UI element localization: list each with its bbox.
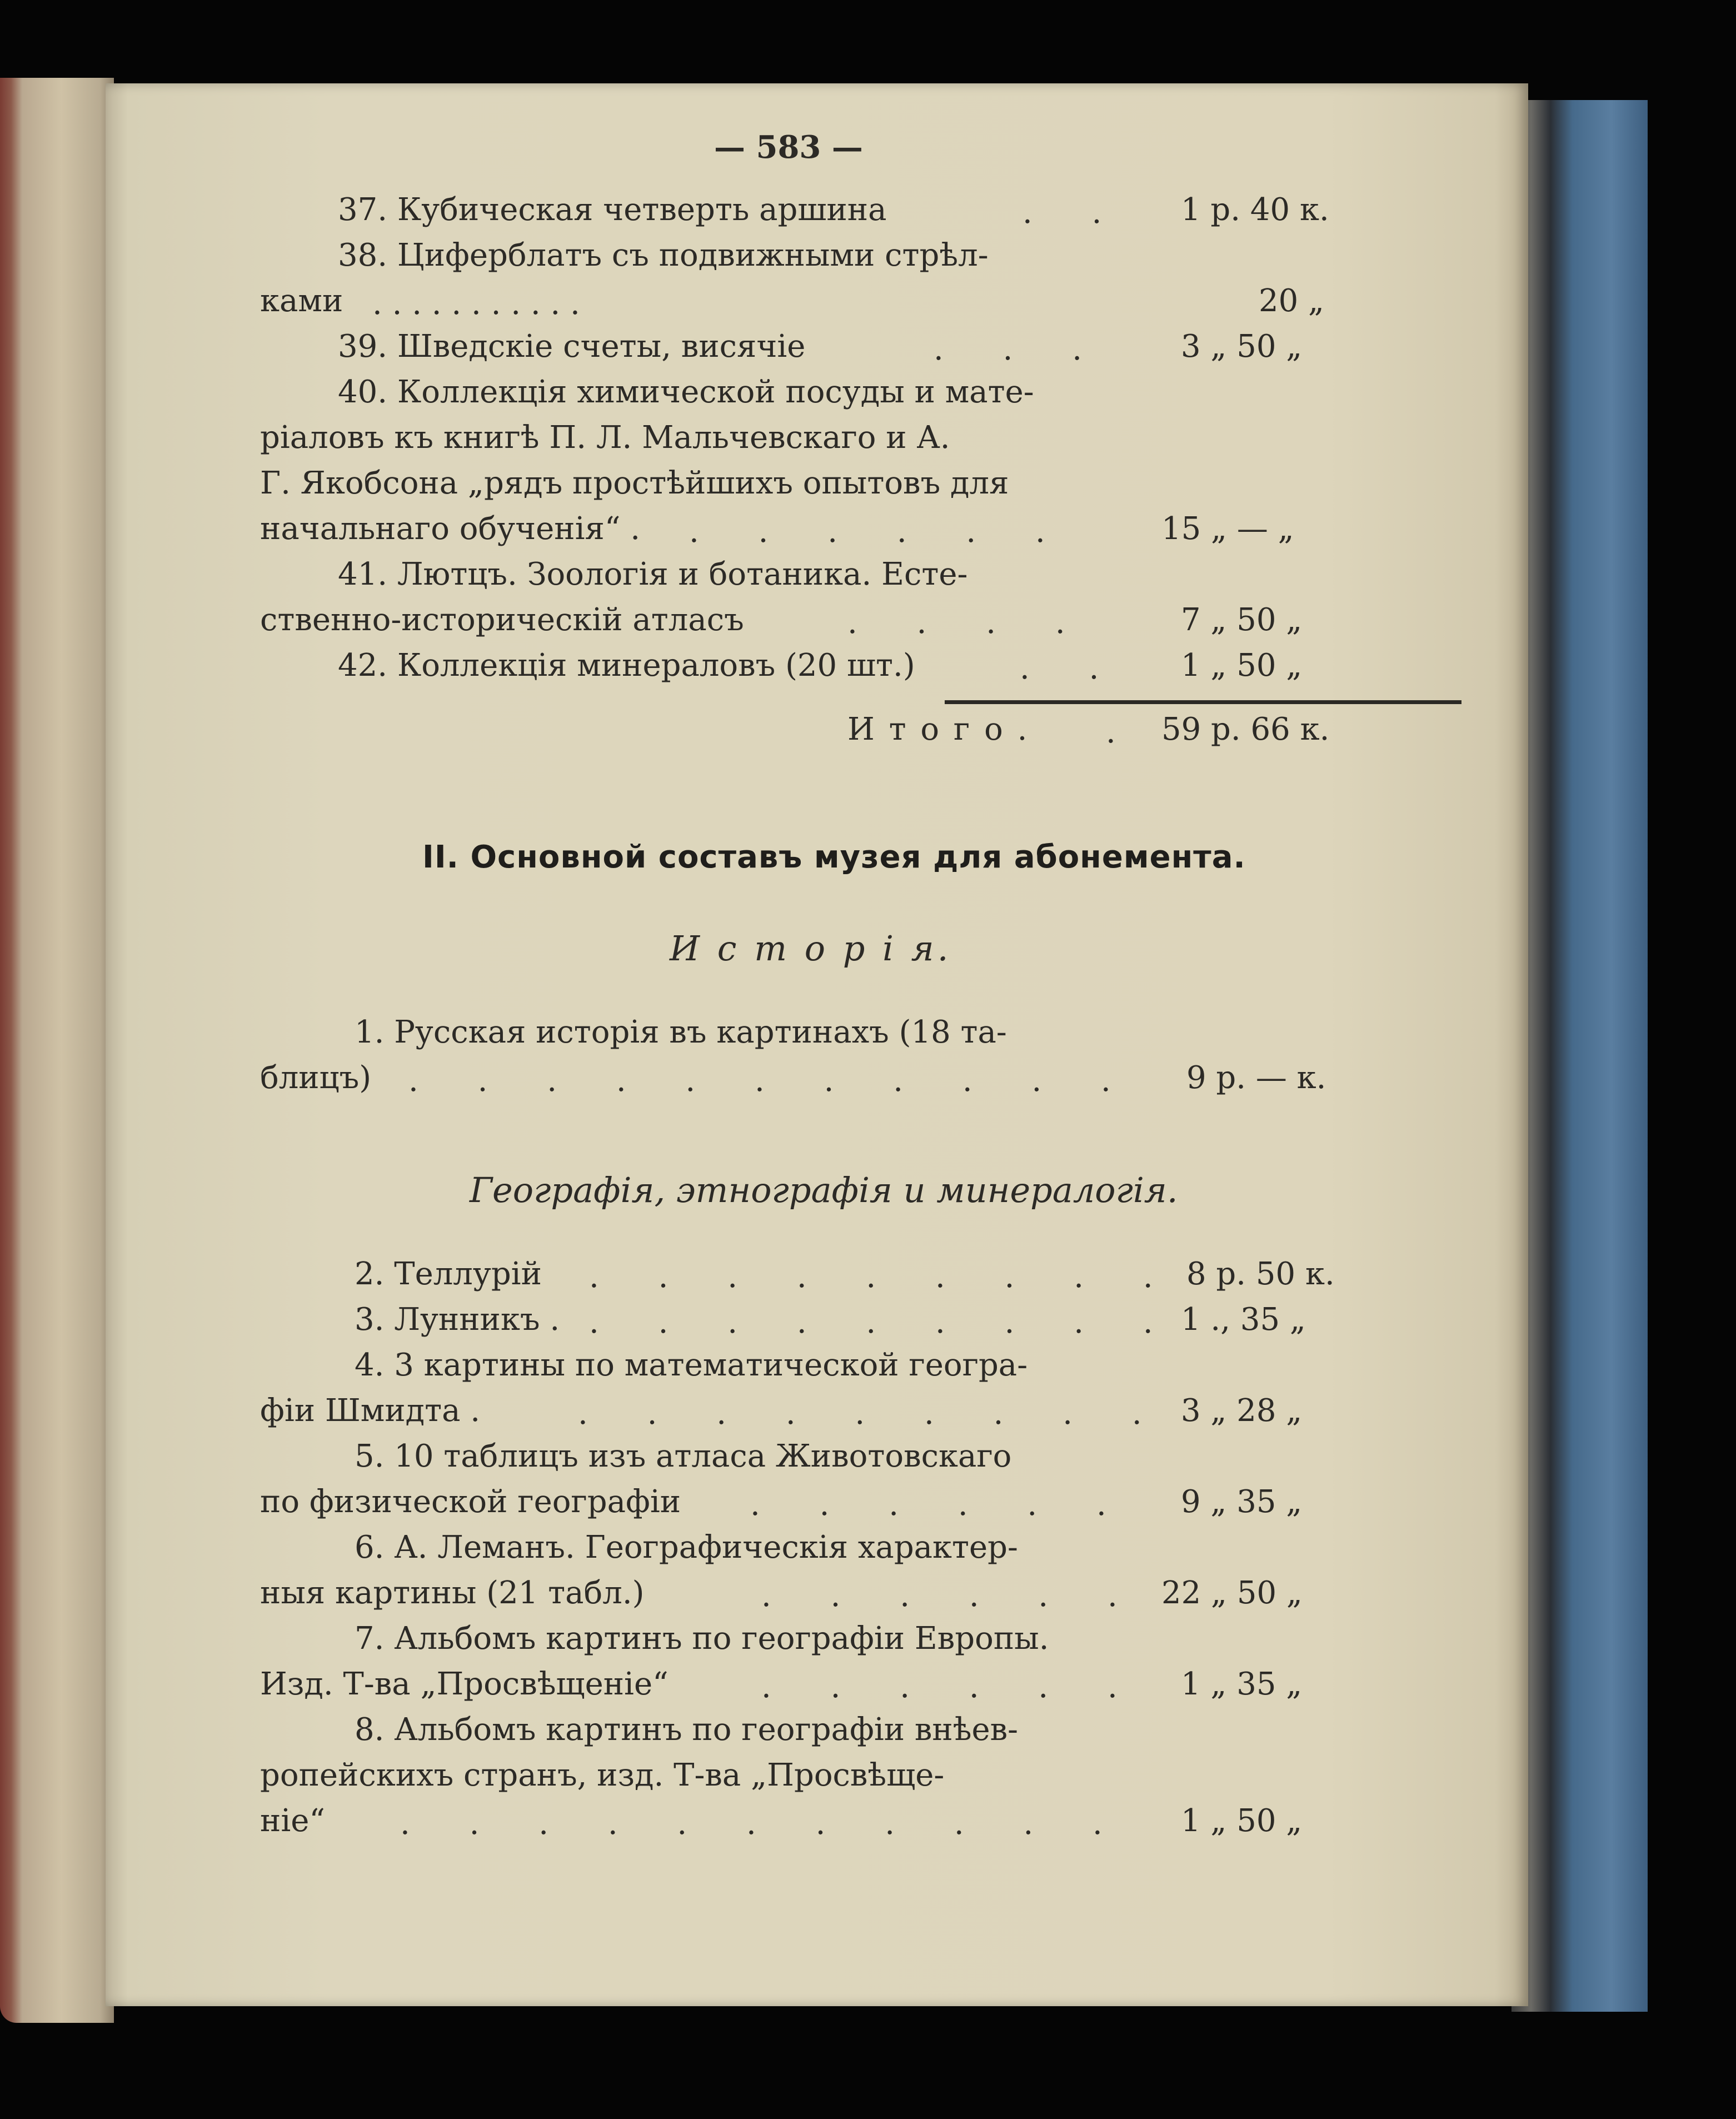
geo-item-7-text: 7. Альбомъ картинъ по географіи Европы. [355,1621,1049,1657]
geo-item-5-text-cont: по физической географіи [260,1484,681,1520]
item-37-price: 1 р. 40 к. [1181,192,1329,228]
item-42-price: 1 „ 50 „ [1181,647,1303,684]
item-41-price: 7 „ 50 „ [1181,602,1303,638]
item-40-text-cont: ріаловъ къ книгѣ П. Л. Мальчевскаго и А. [260,420,950,456]
leader-dots: . . . . . . . . . [589,1304,1153,1340]
geo-item-3-text: 3. Лунникъ . [355,1302,560,1338]
leader-dots: . . . . . . . . . . . [408,1063,1111,1099]
item-39-text: 39. Шведскіе счеты, висячіе [338,328,806,365]
geo-item-5-text: 5. 10 таблицъ изъ атласа Животовскаго [355,1438,1012,1474]
geo-item-8-text: 8. Альбомъ картинъ по географіи внѣев- [355,1712,1019,1748]
item-41-text: 41. Лютцъ. Зоологія и ботаника. Есте- [338,556,968,592]
item-38-text-cont: ками [260,283,343,319]
leader-dots: . . . [934,331,1082,367]
geo-item-2-price: 8 р. 50 к. [1186,1256,1335,1292]
history-item-1-price: 9 р. — к. [1186,1060,1326,1096]
leader-dots: . . . . . . . . . . . [372,286,580,322]
section-heading: II. Основной составъ музея для абонемента. [422,839,1246,875]
leader-dots: . . . . [847,605,1065,641]
leader-dots: . . . . . . [689,513,1045,550]
geo-item-6-price: 22 „ 50 „ [1161,1575,1303,1611]
geo-item-7-text-cont: Изд. Т-ва „Просвѣщеніе“ [260,1666,669,1702]
item-39-price: 3 „ 50 „ [1181,328,1303,365]
total-value: 59 р. 66 к. [1161,711,1330,747]
subheading-geography: Географія, этнографія и минералогія. [470,1170,1178,1210]
geo-item-8-text-cont: ропейскихъ странъ, изд. Т-ва „Просвѣще- [260,1757,945,1793]
leader-dots: . [1106,714,1116,750]
item-38-price: 20 „ [1259,283,1325,319]
geo-item-3-price: 1 ., 35 „ [1181,1302,1306,1338]
item-38-text: 38. Циферблатъ съ подвижными стрѣл- [338,237,989,273]
leader-dots: . . . . . . . . . . . [400,1806,1103,1842]
left-page-edge [0,78,114,2023]
leader-dots: . . . . . . [750,1487,1106,1523]
subheading-history: И с т о р і я. [670,928,952,969]
geo-item-4-text: 4. 3 картины по математической геогра- [355,1347,1028,1383]
item-41-text-cont: ственно-историческій атласъ [260,602,744,638]
item-40-price: 15 „ — „ [1161,511,1294,547]
geo-item-4-text-cont: фіи Шмидта . [260,1393,481,1429]
history-item-1-text-cont: блицъ) [260,1060,372,1096]
geo-item-7-price: 1 „ 35 „ [1181,1666,1303,1702]
leader-dots: . . . . . . . . . [578,1395,1142,1432]
item-42-text: 42. Коллекція минераловъ (20 шт.) [338,647,915,684]
item-40-text-cont2: Г. Якобсона „рядъ простѣйшихъ опытовъ для [260,465,1009,501]
geo-item-8-text-cont2: ніе“ [260,1803,326,1839]
history-item-1-text: 1. Русская исторія въ картинахъ (18 та- [355,1014,1007,1050]
geo-item-6-text-cont: ныя картины (21 табл.) [260,1575,645,1611]
geo-item-6-text: 6. А. Леманъ. Географическія характер- [355,1529,1018,1565]
book-cover-edge [1511,100,1648,2012]
geo-item-8-price: 1 „ 50 „ [1181,1803,1303,1839]
item-37-text: 37. Кубическая четверть аршина [338,192,887,228]
geo-item-4-price: 3 „ 28 „ [1181,1393,1303,1429]
leader-dots: . . . . . . [761,1578,1118,1614]
total-label: И т о г о . [847,711,1030,747]
geo-item-2-text: 2. Теллурій [355,1256,542,1292]
item-40-text-cont3: начальнаго обученія“ . [260,511,641,547]
geo-item-5-price: 9 „ 35 „ [1181,1484,1303,1520]
leader-dots: . . . . . . . . . [589,1259,1153,1295]
page-number: — 583 — [714,129,863,166]
book-page [106,83,1528,2006]
total-rule [945,700,1461,704]
leader-dots: . . [1020,650,1099,686]
leader-dots: . . . . . . [761,1669,1118,1705]
item-40-text: 40. Коллекція химической посуды и мате- [338,374,1034,410]
leader-dots: . . [1022,195,1102,231]
